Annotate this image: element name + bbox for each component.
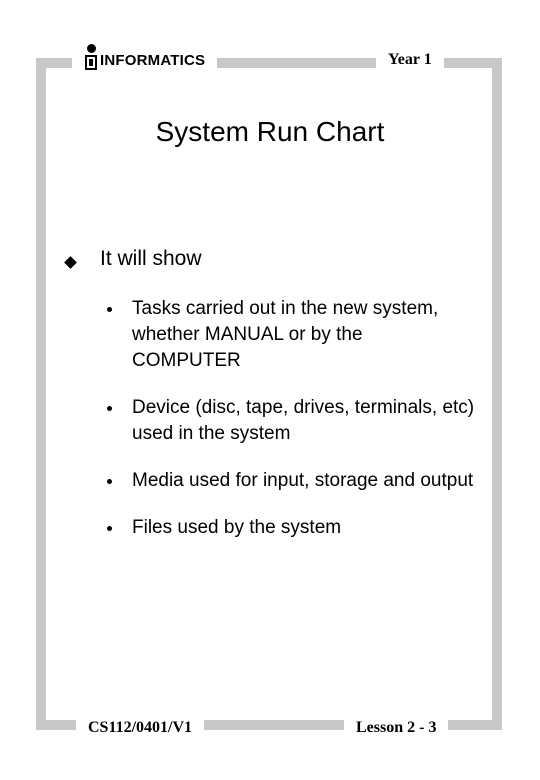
- dot-bullet-icon: [107, 479, 112, 484]
- dot-bullet-icon: [107, 406, 112, 411]
- logo-text: INFORMATICS: [100, 51, 206, 69]
- informatics-logo: [72, 42, 217, 72]
- list-item: [106, 515, 476, 541]
- dot-bullet-icon: [107, 526, 112, 531]
- list-item: [106, 468, 476, 494]
- dot-bullet-icon: [107, 307, 112, 312]
- main-point: It will show: [100, 247, 202, 270]
- list-item-text: Tasks carried out in the new system, whether MANUAL or by the COMPUTER: [132, 298, 439, 371]
- informatics-logo-icon: [84, 44, 98, 70]
- lesson-number: Lesson 2 - 3: [344, 714, 448, 742]
- sub-point-list: [106, 296, 476, 562]
- year-label: Year 1: [376, 46, 444, 74]
- list-item: [106, 395, 476, 447]
- course-code: CS112/0401/V1: [76, 714, 204, 742]
- list-item-text: Device (disc, tape, drives, terminals, etc) used in the system: [132, 397, 475, 444]
- list-item-text: Files used by the system: [132, 517, 342, 538]
- list-item-text: Media used for input, storage and output: [132, 470, 474, 491]
- list-item: [106, 296, 476, 374]
- slide-title: System Run Chart: [155, 116, 385, 147]
